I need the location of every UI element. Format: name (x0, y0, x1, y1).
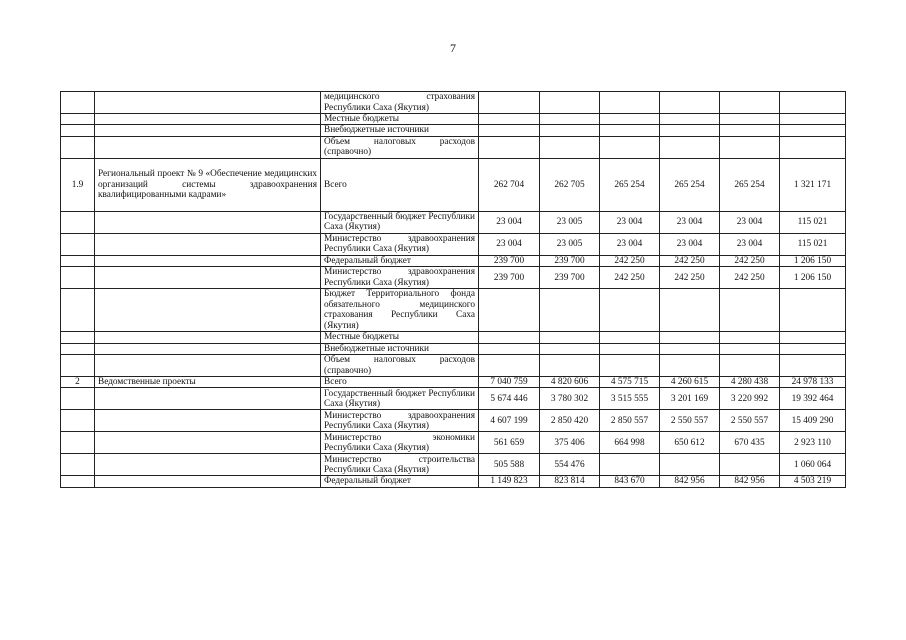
project-name-cell (95, 289, 321, 332)
funding-source-cell: Бюджет Территориального фонда обязательного медицинского страхования Республики Саха (Якутия) (321, 289, 479, 332)
project-name-cell (95, 432, 321, 454)
project-name-cell (95, 267, 321, 289)
year-value-cell (600, 125, 660, 136)
year-value-cell (660, 355, 720, 377)
year-value-cell (540, 125, 600, 136)
total-value-cell (780, 289, 846, 332)
funding-source-cell: Всего (321, 158, 479, 211)
year-value-cell (660, 332, 720, 343)
funding-source-cell: Министерство строительства Республики Саха (Якутия) (321, 454, 479, 476)
year-value-cell (720, 343, 780, 354)
row-index-cell: 2 (61, 377, 95, 388)
funding-source-cell: Государственный бюджет Республики Саха (Якутия) (321, 211, 479, 233)
year-value-cell (600, 332, 660, 343)
row-index-cell (61, 476, 95, 487)
year-value-cell: 2 550 557 (720, 410, 780, 432)
row-index-cell (61, 432, 95, 454)
year-value-cell (600, 92, 660, 114)
year-value-cell: 3 220 992 (720, 388, 780, 410)
year-value-cell: 239 700 (540, 267, 600, 289)
row-index-cell (61, 355, 95, 377)
year-value-cell (479, 125, 540, 136)
total-value-cell: 4 503 219 (780, 476, 846, 487)
year-value-cell: 239 700 (540, 255, 600, 266)
year-value-cell: 823 814 (540, 476, 600, 487)
project-name-cell (95, 233, 321, 255)
total-value-cell: 2 923 110 (780, 432, 846, 454)
year-value-cell: 4 575 715 (600, 377, 660, 388)
table-row (61, 255, 846, 266)
year-value-cell: 23 004 (600, 233, 660, 255)
project-name-cell (95, 355, 321, 377)
row-index-cell (61, 332, 95, 343)
year-value-cell: 242 250 (600, 255, 660, 266)
year-value-cell: 23 004 (660, 233, 720, 255)
funding-source-cell: Федеральный бюджет (321, 255, 479, 266)
table-row (61, 233, 846, 255)
table-row (61, 410, 846, 432)
row-index-cell (61, 267, 95, 289)
year-value-cell (600, 114, 660, 125)
year-value-cell: 23 004 (720, 211, 780, 233)
year-value-cell: 4 260 615 (660, 377, 720, 388)
total-value-cell: 115 021 (780, 233, 846, 255)
table-row (61, 114, 846, 125)
row-index-cell (61, 114, 95, 125)
year-value-cell: 4 607 199 (479, 410, 540, 432)
year-value-cell: 23 004 (600, 211, 660, 233)
funding-source-cell: Министерство здравоохранения Республики Саха (Якутия) (321, 410, 479, 432)
total-value-cell (780, 92, 846, 114)
row-index-cell (61, 92, 95, 114)
table-row (61, 289, 846, 332)
year-value-cell: 842 956 (660, 476, 720, 487)
total-value-cell: 115 021 (780, 211, 846, 233)
row-index-cell (61, 454, 95, 476)
table-row (61, 454, 846, 476)
year-value-cell (660, 289, 720, 332)
project-name-cell (95, 332, 321, 343)
year-value-cell (600, 289, 660, 332)
year-value-cell: 242 250 (720, 255, 780, 266)
project-name-cell (95, 343, 321, 354)
year-value-cell: 843 670 (600, 476, 660, 487)
year-value-cell: 4 820 606 (540, 377, 600, 388)
funding-source-cell: Внебюджетные источники (321, 125, 479, 136)
row-index-cell (61, 343, 95, 354)
table-row (61, 136, 846, 158)
project-name-cell (95, 454, 321, 476)
year-value-cell (660, 114, 720, 125)
funding-source-cell: Местные бюджеты (321, 114, 479, 125)
funding-source-cell: медицинского страхования Республики Саха (Якутия) (321, 92, 479, 114)
row-index-cell (61, 136, 95, 158)
year-value-cell: 554 476 (540, 454, 600, 476)
funding-source-cell: Министерство здравоохранения Республики Саха (Якутия) (321, 233, 479, 255)
project-name-cell (95, 136, 321, 158)
year-value-cell: 265 254 (600, 158, 660, 211)
total-value-cell: 1 321 171 (780, 158, 846, 211)
year-value-cell (479, 92, 540, 114)
funding-source-cell: Министерство экономики Республики Саха (Якутия) (321, 432, 479, 454)
year-value-cell (540, 136, 600, 158)
table-row (61, 343, 846, 354)
total-value-cell: 15 409 290 (780, 410, 846, 432)
year-value-cell (720, 454, 780, 476)
year-value-cell (479, 289, 540, 332)
row-index-cell (61, 255, 95, 266)
year-value-cell: 265 254 (660, 158, 720, 211)
row-index-cell (61, 289, 95, 332)
total-value-cell (780, 355, 846, 377)
total-value-cell: 24 978 133 (780, 377, 846, 388)
year-value-cell: 262 704 (479, 158, 540, 211)
table-row (61, 377, 846, 388)
funding-source-cell: Министерство здравоохранения Республики Саха (Якутия) (321, 267, 479, 289)
funding-source-cell: Федеральный бюджет (321, 476, 479, 487)
year-value-cell (600, 343, 660, 354)
year-value-cell: 242 250 (660, 267, 720, 289)
year-value-cell: 3 780 302 (540, 388, 600, 410)
total-value-cell (780, 332, 846, 343)
year-value-cell: 5 674 446 (479, 388, 540, 410)
year-value-cell (600, 136, 660, 158)
year-value-cell: 7 040 759 (479, 377, 540, 388)
year-value-cell: 23 005 (540, 211, 600, 233)
year-value-cell: 842 956 (720, 476, 780, 487)
year-value-cell: 650 612 (660, 432, 720, 454)
year-value-cell (660, 125, 720, 136)
year-value-cell: 670 435 (720, 432, 780, 454)
year-value-cell (540, 355, 600, 377)
total-value-cell (780, 114, 846, 125)
table-row (61, 432, 846, 454)
project-name-cell (95, 114, 321, 125)
year-value-cell: 242 250 (720, 267, 780, 289)
total-value-cell (780, 136, 846, 158)
total-value-cell: 1 206 150 (780, 255, 846, 266)
project-name-cell (95, 410, 321, 432)
table-row (61, 125, 846, 136)
row-index-cell (61, 211, 95, 233)
funding-source-cell: Государственный бюджет Республики Саха (Якутия) (321, 388, 479, 410)
year-value-cell: 1 149 823 (479, 476, 540, 487)
funding-source-cell: Всего (321, 377, 479, 388)
total-value-cell: 1 060 064 (780, 454, 846, 476)
project-name-cell (95, 211, 321, 233)
year-value-cell (660, 454, 720, 476)
year-value-cell (479, 343, 540, 354)
year-value-cell (540, 343, 600, 354)
year-value-cell (720, 114, 780, 125)
year-value-cell: 242 250 (600, 267, 660, 289)
project-name-cell (95, 388, 321, 410)
funding-source-cell: Местные бюджеты (321, 332, 479, 343)
year-value-cell (540, 114, 600, 125)
year-value-cell (479, 332, 540, 343)
year-value-cell (720, 92, 780, 114)
year-value-cell: 3 201 169 (660, 388, 720, 410)
year-value-cell (479, 136, 540, 158)
year-value-cell (660, 92, 720, 114)
year-value-cell (600, 355, 660, 377)
year-value-cell: 505 588 (479, 454, 540, 476)
year-value-cell (540, 332, 600, 343)
year-value-cell (660, 136, 720, 158)
project-name-cell (95, 92, 321, 114)
budget-table (60, 91, 846, 488)
table-row (61, 476, 846, 487)
project-name-cell (95, 255, 321, 266)
funding-source-cell: Объем налоговых расходов (справочно) (321, 355, 479, 377)
project-name-cell: Региональный проект № 9 «Обеспечение медицинских организаций системы здравоохранения квалифицированными кадрами» (95, 158, 321, 211)
year-value-cell: 2 850 557 (600, 410, 660, 432)
total-value-cell: 19 392 464 (780, 388, 846, 410)
row-index-cell (61, 233, 95, 255)
row-index-cell (61, 388, 95, 410)
year-value-cell (540, 289, 600, 332)
row-index-cell (61, 125, 95, 136)
table-row (61, 92, 846, 114)
row-index-cell (61, 410, 95, 432)
year-value-cell (479, 355, 540, 377)
year-value-cell: 23 005 (540, 233, 600, 255)
year-value-cell: 23 004 (660, 211, 720, 233)
total-value-cell: 1 206 150 (780, 267, 846, 289)
table-row (61, 158, 846, 211)
row-index-cell: 1.9 (61, 158, 95, 211)
year-value-cell (720, 332, 780, 343)
year-value-cell (720, 125, 780, 136)
year-value-cell: 23 004 (720, 233, 780, 255)
page-number: 7 (450, 41, 456, 55)
funding-source-cell: Внебюджетные источники (321, 343, 479, 354)
year-value-cell: 23 004 (479, 211, 540, 233)
year-value-cell: 239 700 (479, 267, 540, 289)
table-row (61, 211, 846, 233)
year-value-cell: 2 550 557 (660, 410, 720, 432)
year-value-cell: 375 406 (540, 432, 600, 454)
year-value-cell (479, 114, 540, 125)
year-value-cell (660, 343, 720, 354)
total-value-cell (780, 343, 846, 354)
year-value-cell: 561 659 (479, 432, 540, 454)
funding-source-cell: Объем налоговых расходов (справочно) (321, 136, 479, 158)
table-row (61, 267, 846, 289)
year-value-cell (720, 136, 780, 158)
project-name-cell: Ведомственные проекты (95, 377, 321, 388)
year-value-cell: 242 250 (660, 255, 720, 266)
table-row (61, 388, 846, 410)
year-value-cell (720, 289, 780, 332)
year-value-cell: 4 280 438 (720, 377, 780, 388)
year-value-cell (720, 355, 780, 377)
year-value-cell (600, 454, 660, 476)
year-value-cell: 23 004 (479, 233, 540, 255)
table-row (61, 332, 846, 343)
total-value-cell (780, 125, 846, 136)
project-name-cell (95, 476, 321, 487)
project-name-cell (95, 125, 321, 136)
table-row (61, 355, 846, 377)
year-value-cell: 664 998 (600, 432, 660, 454)
year-value-cell: 262 705 (540, 158, 600, 211)
year-value-cell: 3 515 555 (600, 388, 660, 410)
year-value-cell: 2 850 420 (540, 410, 600, 432)
year-value-cell: 265 254 (720, 158, 780, 211)
year-value-cell: 239 700 (479, 255, 540, 266)
year-value-cell (540, 92, 600, 114)
